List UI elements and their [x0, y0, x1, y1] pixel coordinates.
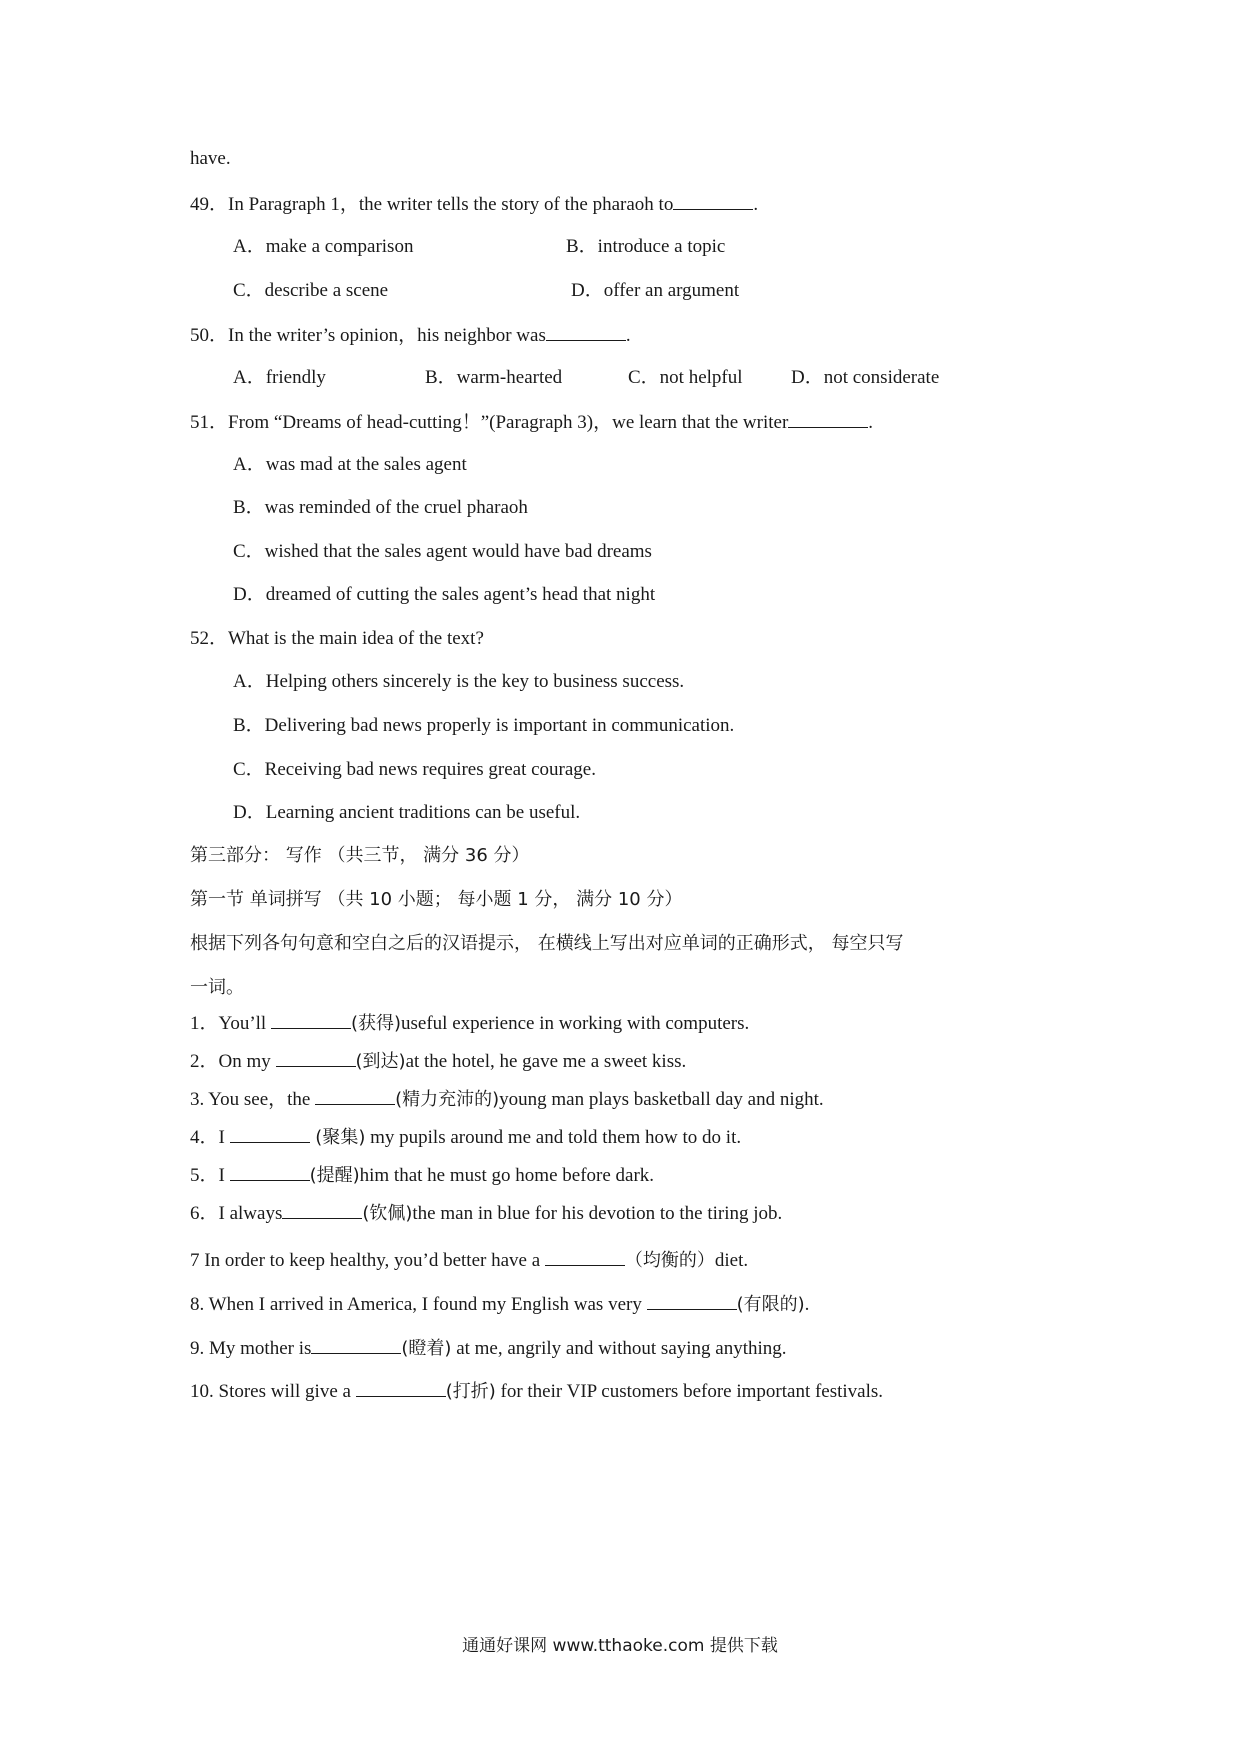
spelling-item-8 — [190, 1291, 809, 1317]
chinese-hint: (聚集) — [309, 1127, 366, 1148]
instructions-line-1: 根据下列各句句意和空白之后的汉语提示， 在横线上写出对应单词的正确形式， 每空只写 — [190, 933, 904, 954]
question-stem-text: 52．What is the main idea of the text? — [190, 628, 484, 649]
answer-blank — [315, 1086, 395, 1105]
spelling-item-text: 6．I always — [190, 1203, 283, 1224]
spelling-item-text: 2．On my — [190, 1051, 276, 1072]
spelling-item-text: 4．I — [190, 1127, 230, 1148]
spelling-item-text: 3. You see，the — [190, 1089, 316, 1110]
question-49-option-d: D．offer an argument — [571, 280, 740, 301]
question-49-stem — [190, 191, 758, 217]
question-52-stem — [190, 627, 484, 651]
spelling-item-text: 1．You’ll — [190, 1013, 271, 1034]
question-50-option-a: A．friendly — [233, 367, 326, 388]
answer-blank — [673, 191, 753, 210]
chinese-hint: (到达) — [355, 1051, 406, 1072]
answer-blank — [546, 322, 626, 341]
chinese-hint: (提醒) — [309, 1165, 360, 1186]
question-49-option-b: B．introduce a topic — [566, 236, 726, 257]
question-52-option-b: B．Delivering bad news properly is important in communication. — [233, 715, 735, 736]
spelling-item-text: him that he must go home before dark. — [359, 1165, 655, 1186]
spelling-item-3 — [190, 1086, 824, 1112]
answer-blank — [311, 1335, 401, 1354]
spelling-item-text: useful experience in working with computers. — [401, 1013, 750, 1034]
instructions-line-2: 一词。 — [190, 977, 244, 998]
answer-blank — [545, 1247, 625, 1266]
part3-heading: 第三部分： 写作 （共三节， 满分 36 分） — [190, 845, 530, 866]
spelling-item-2 — [190, 1048, 686, 1074]
answer-blank — [788, 409, 868, 428]
spelling-item-text: 10. Stores will give a — [190, 1381, 356, 1402]
spelling-item-text: at the hotel, he gave me a sweet kiss. — [405, 1051, 687, 1072]
question-50-option-c: C．not helpful — [628, 367, 743, 388]
section1-heading: 第一节 单词拼写 （共 10 小题； 每小题 1 分， 满分 10 分） — [190, 889, 683, 910]
spelling-item-text: for their VIP customers before important festivals. — [495, 1381, 884, 1402]
answer-blank — [271, 1010, 351, 1029]
question-52-option-a: A．Helping others sincerely is the key to business success. — [233, 671, 685, 692]
question-51-option-d: D．dreamed of cutting the sales agent’s head that night — [233, 584, 656, 605]
spelling-item-text: 8. When I arrived in America, I found my English was very — [190, 1294, 647, 1315]
continuation-text: have. — [190, 148, 231, 169]
question-51-option-b: B．was reminded of the cruel pharaoh — [233, 497, 528, 518]
question-49-option-c: C．describe a scene — [233, 280, 389, 301]
question-51-stem — [190, 409, 873, 435]
question-50-stem — [190, 322, 631, 348]
answer-blank — [276, 1048, 356, 1067]
question-stem-text: 49．In Paragraph 1，the writer tells the story of the pharaoh to — [190, 194, 674, 215]
spelling-item-text: young man plays basketball day and night. — [499, 1089, 824, 1110]
spelling-item-text: the man in blue for his devotion to the tiring job. — [412, 1203, 783, 1224]
spelling-item-10 — [190, 1378, 883, 1404]
chinese-hint: （均衡的） — [624, 1250, 715, 1271]
question-52-option-c: C．Receiving bad news requires great courage. — [233, 759, 596, 780]
answer-blank — [356, 1378, 446, 1397]
chinese-hint: (打折) — [445, 1381, 496, 1402]
question-stem-end: . — [625, 325, 631, 346]
chinese-hint: (钦佩) — [362, 1203, 413, 1224]
spelling-item-text: 9. My mother is — [190, 1338, 312, 1359]
chinese-hint: (精力充沛的) — [395, 1089, 500, 1110]
chinese-hint: (获得) — [350, 1013, 402, 1034]
question-52-option-d: D．Learning ancient traditions can be useful. — [233, 802, 581, 823]
question-50-option-b: B．warm-hearted — [425, 367, 563, 388]
spelling-item-text: at me, angrily and without saying anything. — [451, 1338, 787, 1359]
answer-blank — [282, 1200, 362, 1219]
spelling-item-text: diet. — [714, 1250, 749, 1271]
question-49-option-a: A．make a comparison — [233, 236, 414, 257]
spelling-item-4 — [190, 1124, 741, 1150]
question-51-option-a: A．was mad at the sales agent — [233, 454, 467, 475]
spelling-item-text: 7 In order to keep healthy, you’d better have a — [190, 1250, 545, 1271]
spelling-item-7 — [190, 1247, 748, 1273]
spelling-item-text: 5．I — [190, 1165, 230, 1186]
question-stem-text: 50．In the writer’s opinion，his neighbor was — [190, 325, 546, 346]
page-footer: 通通好课网 www.tthaoke.com 提供下载 — [462, 1636, 778, 1656]
question-stem-end: . — [753, 194, 759, 215]
question-51-option-c: C．wished that the sales agent would have bad dreams — [233, 541, 652, 562]
question-stem-end: . — [868, 412, 874, 433]
question-stem-text: 51．From “Dreams of head-cutting！”(Paragraph 3)，we learn that the writer — [190, 412, 789, 433]
chinese-hint: (瞪着) — [401, 1338, 452, 1359]
spelling-item-text: my pupils around me and told them how to do it. — [365, 1127, 742, 1148]
spelling-item-1 — [190, 1010, 749, 1036]
spelling-item-5 — [190, 1162, 654, 1188]
spelling-item-9 — [190, 1335, 787, 1361]
answer-blank — [647, 1291, 737, 1310]
answer-blank — [230, 1124, 310, 1143]
chinese-hint: (有限的) — [736, 1294, 805, 1315]
question-50-option-d: D．not considerate — [791, 367, 940, 388]
spelling-item-6 — [190, 1200, 782, 1226]
spelling-item-text: . — [804, 1294, 810, 1315]
answer-blank — [230, 1162, 310, 1181]
